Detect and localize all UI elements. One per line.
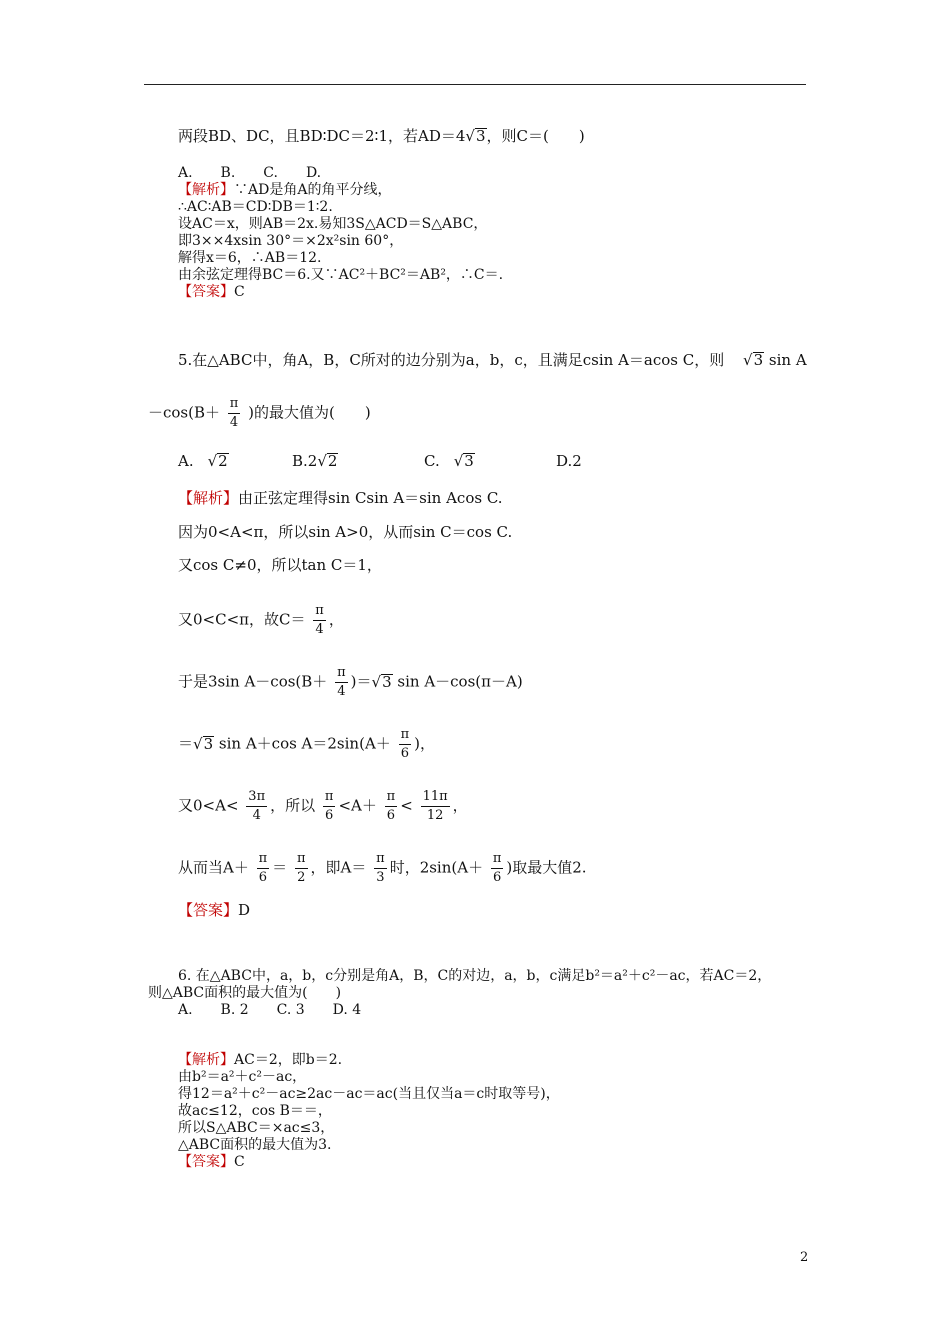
q4-solution-line: 即3××4xsin 30°＝×2x²sin 60°， bbox=[178, 233, 404, 249]
q4-solution-text: ∵AD是角A的角平分线， bbox=[234, 182, 392, 198]
fraction: $\frac{\pi}{2}$ bbox=[296, 851, 306, 885]
fraction: $\frac{11\pi}{12}$ bbox=[422, 789, 448, 823]
q5-solution-line bbox=[178, 490, 503, 506]
q5-answer-label: 【答案】 bbox=[178, 901, 239, 919]
q5-stem-text: 5.在△ABC中，角A，B，C所对的边分别为a，b，c，且满足csin A＝acos C，则 bbox=[178, 351, 725, 369]
q4-stem-root: 3 bbox=[475, 127, 486, 145]
q4-solution-line bbox=[178, 182, 391, 198]
q4-stem-suffix: ，则C＝( ) bbox=[486, 127, 585, 145]
q4-solution-label: 【解析】 bbox=[178, 182, 234, 198]
q5-stem2-tail: )的最大值为( ) bbox=[248, 403, 371, 422]
q6-solution-line bbox=[178, 1052, 342, 1068]
q5-stem-line1: 5.在△ABC中，角A，B，C所对的边分别为a，b，c，且满足csin A＝acos C，则 √3 sin A bbox=[178, 351, 807, 369]
q6-stem-line1: 6. 在△ABC中，a，b，c分别是角A，B，C的对边，a，b，c满足b²＝a²＋c²－ac，若AC＝2， bbox=[178, 968, 772, 984]
q4-options: A. B. C. D. bbox=[178, 165, 322, 181]
q6-solution-line: 所以S△ABC＝×ac≤3， bbox=[178, 1120, 335, 1136]
q4-solution-line: 解得x＝6，∴AB＝12. bbox=[178, 250, 322, 266]
page-number: 2 bbox=[800, 1250, 809, 1265]
q5-stem-tail: sin A bbox=[768, 351, 807, 369]
q5-answer bbox=[178, 902, 250, 918]
q5-solution-line: 又0<A< $\frac{3\pi}{4}$ ，所以 $\frac{\pi}{6}$ <A＋ $\frac{\pi}{6}$ < $\frac{11\pi}{12}$ ， bbox=[178, 789, 468, 823]
q5-solution-label: 【解析】 bbox=[178, 489, 239, 507]
fraction: $\frac{\pi}{6}$ bbox=[492, 851, 502, 885]
fraction: $\frac{\pi}{4}$ bbox=[337, 665, 346, 699]
q5-solution-line: ＝√3 sin A＋cos A＝2sin(A＋ $\frac{\pi}{6}$ )， bbox=[178, 727, 435, 761]
fraction: $\frac{\pi}{6}$ bbox=[400, 727, 410, 761]
q4-answer-label: 【答案】 bbox=[178, 284, 234, 300]
fraction: $\frac{\pi}{4}$ bbox=[315, 603, 324, 637]
q6-stem-line2: 则△ABC面积的最大值为( ) bbox=[148, 985, 342, 1001]
header-rule bbox=[144, 84, 806, 85]
q5-solution-line: 又0<C<π，故C＝ $\frac{\pi}{4}$ ， bbox=[178, 603, 344, 637]
q6-options: A. B. 2 C. 3 D. 4 bbox=[178, 1002, 362, 1018]
q5-solution-line: 因为0<A<π，所以sin A>0，从而sin C＝cos C. bbox=[178, 523, 513, 541]
q6-solution-line: 由b²＝a²＋c²－ac， bbox=[178, 1069, 307, 1085]
q4-stem: 两段BD、DC，且BD∶DC＝2∶1，若AD＝4√3，则C＝( ) bbox=[178, 127, 585, 145]
q4-solution-line: 设AC＝x，则AB＝2x.易知3S△ACD＝S△ABC， bbox=[178, 216, 488, 232]
q5-option-d: D.2 bbox=[556, 452, 582, 470]
fraction: $\frac{\pi}{6}$ bbox=[324, 789, 334, 823]
q5-solution-text: 由正弦定理得sin Csin A＝sin Acos C. bbox=[238, 489, 503, 507]
q5-stem-line2 bbox=[148, 397, 371, 430]
q4-answer bbox=[178, 284, 245, 300]
q6-solution-text: AC＝2，即b＝2. bbox=[234, 1052, 343, 1068]
q6-solution-line: 得12＝a²＋c²－ac≥2ac－ac＝ac(当且仅当a＝c时取等号)， bbox=[178, 1086, 560, 1102]
q5-stem2-text: －cos(B＋ bbox=[148, 403, 221, 422]
fraction: $\frac{\pi}{4}$ bbox=[229, 396, 239, 430]
q5-stem-root: 3 bbox=[753, 351, 764, 369]
q4-solution-line: 由余弦定理得BC＝6.又∵AC²＋BC²＝AB²，∴C＝. bbox=[178, 267, 504, 283]
q4-stem-text: 两段BD、DC，且BD∶DC＝2∶1，若AD＝4 bbox=[178, 127, 466, 145]
fraction: $\frac{3\pi}{4}$ bbox=[248, 789, 266, 823]
q5-answer-value: D bbox=[238, 901, 251, 919]
fraction: $\frac{\pi}{3}$ bbox=[376, 851, 385, 885]
q6-answer-label: 【答案】 bbox=[178, 1154, 234, 1170]
q4-answer-value: C bbox=[234, 284, 245, 300]
q5-solution-line: 从而当A＋ $\frac{\pi}{6}$ ＝ $\frac{\pi}{2}$ ，即A＝ $\frac{\pi}{3}$ 时，2sin(A＋ $\frac{\pi}{6}$ )取最大值2. bbox=[178, 851, 587, 885]
q5-option-b: B.2√2 bbox=[292, 452, 338, 470]
q5-option-c: C. √3 bbox=[424, 452, 474, 470]
q6-solution-line: 故ac≤12，cos B＝＝， bbox=[178, 1103, 332, 1119]
fraction: $\frac{\pi}{6}$ bbox=[258, 851, 268, 885]
q6-answer bbox=[178, 1154, 245, 1170]
fraction: $\frac{\pi}{6}$ bbox=[386, 789, 396, 823]
q5-solution-line: 于是3sin A－cos(B＋ $\frac{\pi}{4}$ )＝√3 sin A－cos(π－A) bbox=[178, 665, 523, 699]
q4-solution-line: ∴AC∶AB＝CD∶DB＝1∶2. bbox=[178, 199, 333, 215]
q6-solution-line: △ABC面积的最大值为3. bbox=[178, 1137, 332, 1153]
q5-solution-line: 又cos C≠0，所以tan C＝1， bbox=[178, 556, 382, 574]
q5-option-a: A. √2 bbox=[178, 452, 228, 470]
q6-answer-value: C bbox=[234, 1154, 245, 1170]
q6-solution-label: 【解析】 bbox=[178, 1052, 234, 1068]
